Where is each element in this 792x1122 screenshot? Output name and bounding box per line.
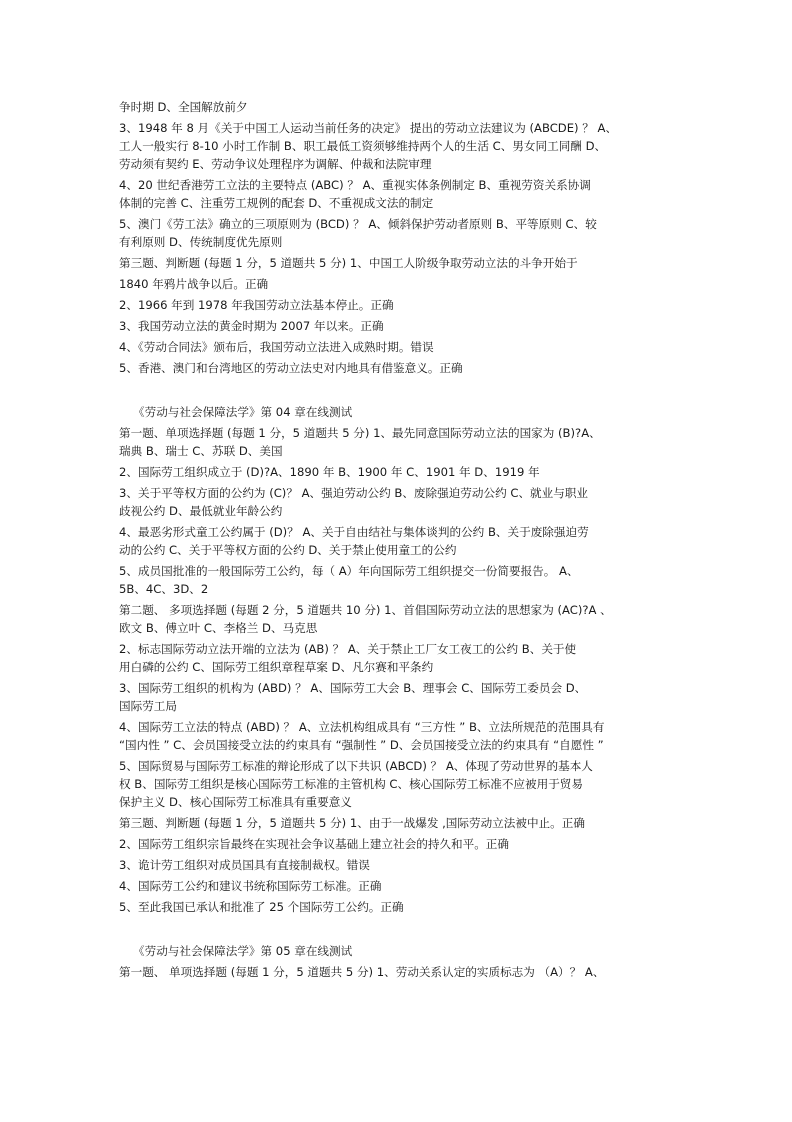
- text-line: 权 B、国际劳工组织是核心国际劳工标准的主管机构 C、核心国际劳工标准不应被用于贸易: [119, 777, 583, 791]
- text-line: 3、国际劳工组织的机构为 (ABD) ？ A、国际劳工大会 B、理事会 C、国际劳工委员会 D、: [119, 681, 587, 695]
- text-line: 保护主义 D、核心国际劳工标准具有重要意义: [119, 795, 352, 809]
- text-line: 第二题、 多项选择题 (每题 2 分，5 道题共 10 分) 1、首倡国际劳动立法的思想家为 (AC)?A 、: [119, 603, 612, 617]
- text-line: 体制的完善 C、注重劳工规例的配套 D、不重视成文法的制定: [119, 196, 434, 210]
- text-line: 有利原则 D、传统制度优先原则: [119, 235, 283, 249]
- text-line: 欧文 B、傅立叶 C、李格兰 D、马克思: [119, 621, 318, 635]
- text-line: 2、国际劳工组织成立于 (D)?A、1890 年 B、1900 年 C、1901 年 D、1919 年: [119, 465, 540, 479]
- chapter-title: 《劳动与社会保障法学》第 04 章在线测试: [133, 405, 353, 419]
- text-line: 2、标志国际劳动立法开端的立法为 (AB) ？ A、关于禁止工厂女工夜工的公约 B、关于使: [119, 642, 577, 656]
- text-line: 5、国际贸易与国际劳工标准的辩论形成了以下共识 (ABCD) ？ A、体现了劳动世界的基本人: [119, 759, 593, 773]
- text-line: 5、成员国批准的一般国际劳工公约，每（ A）年向国际劳工组织提交一份简要报告。 A、: [119, 564, 579, 578]
- text-line: 4、最恶劣形式童工公约属于 (D)？ A、关于自由结社与集体谈判的公约 B、关于废除强迫劳: [119, 525, 589, 539]
- text-line: 2、国际劳工组织宗旨最终在实现社会争议基础上建立社会的持久和平。正确: [119, 837, 509, 851]
- text-line: 瑞典 B、瑞士 C、苏联 D、美国: [119, 444, 283, 458]
- text-line: 5B、4C、3D、2: [119, 582, 209, 596]
- text-line: 4、国际劳工立法的特点 (ABD) ？ A、立法机构组成具有 “三方性 ” B、立法所规范的范围具有: [119, 720, 605, 734]
- text-line: 5、至此我国已承认和批准了 25 个国际劳工公约。正确: [119, 900, 404, 914]
- text-line: 争时期 D、全国解放前夕: [119, 100, 248, 114]
- text-line: 工人一般实行 8-10 小时工作制 B、职工最低工资须够维持两个人的生活 C、男女同工同酬 D、: [119, 139, 607, 153]
- text-line: 国际劳工局: [119, 699, 177, 713]
- text-line: 4、20 世纪香港劳工立法的主要特点 (ABC) ？ A、重视实体条例制定 B、重视劳资关系协调: [119, 178, 591, 192]
- text-line: 动的公约 C、关于平等权方面的公约 D、关于禁止使用童工的公约: [119, 543, 457, 557]
- text-line: 4、《劳动合同法》颁布后，我国劳动立法进入成熟时期。错误: [119, 340, 434, 354]
- text-line: 用白磷的公约 C、国际劳工组织章程草案 D、凡尔赛和平条约: [119, 660, 434, 674]
- text-line: 5、澳门《劳工法》确立的三项原则为 (BCD) ？ A、倾斜保护劳动者原则 B、平等原则 C、较: [119, 217, 597, 231]
- section-spacer: [119, 916, 679, 942]
- text-line: 3、1948 年 8 月《关于中国工人运动当前任务的决定》 提出的劳动立法建议为 (ABCDE) ？ A、: [119, 121, 618, 135]
- text-line: 4、国际劳工公约和建议书统称国际劳工标准。正确: [119, 879, 382, 893]
- chapter-title: 《劳动与社会保障法学》第 05 章在线测试: [133, 944, 353, 958]
- text-line: 第三题、判断题 (每题 1 分，5 道题共 5 分) 1、由于一战爆发 ,国际劳动立法被中止。正确: [119, 816, 585, 830]
- text-line: 3、我国劳动立法的黄金时期为 2007 年以来。正确: [119, 319, 384, 333]
- text-line: 歧视公约 D、最低就业年龄公约: [119, 504, 283, 518]
- text-line: 2、1966 年到 1978 年我国劳动立法基本停止。正确: [119, 298, 394, 312]
- text-line: 第一题、 单项选择题 (每题 1 分，5 道题共 5 分) 1、劳动关系认定的实质标志为 （A）？ A、: [119, 965, 605, 979]
- text-line: 第三题、判断题 (每题 1 分，5 道题共 5 分) 1、中国工人阶级争取劳动立法的斗争开始于: [119, 256, 578, 270]
- text-line: “国内性 ” C、会员国接受立法的约束具有 “强制性 ” D、会员国接受立法的约束具有 “自愿性 ”: [119, 738, 604, 752]
- text-line: 劳动须有契约 E、劳动争议处理程序为调解、仲裁和法院审理: [119, 157, 432, 171]
- text-line: 第一题、单项选择题 (每题 1 分，5 道题共 5 分) 1、最先同意国际劳动立法的国家为 (B)?A、: [119, 426, 601, 440]
- text-line: 3、关于平等权方面的公约为 (C)？ A、强迫劳动公约 B、废除强迫劳动公约 C、就业与职业: [119, 486, 589, 500]
- document-body: [119, 98, 679, 981]
- section-spacer: [119, 377, 679, 403]
- text-line: 3、诡计劳工组织对成员国具有直接制裁权。错误: [119, 858, 370, 872]
- text-line: 1840 年鸦片战争以后。正确: [119, 277, 269, 291]
- text-line: 5、香港、澳门和台湾地区的劳动立法史对内地具有借鉴意义。正确: [119, 361, 463, 375]
